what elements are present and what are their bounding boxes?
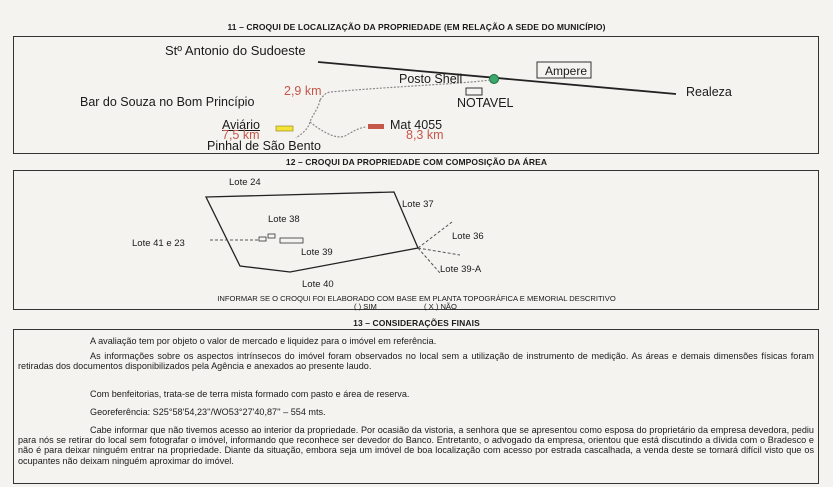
label-st-antonio: Stº Antonio do Sudoeste — [165, 43, 306, 58]
option-nao: ( X ) NÃO — [424, 302, 457, 311]
section-13-title: 13 – CONSIDERAÇÕES FINAIS — [353, 318, 480, 328]
label-lote-39a: Lote 39-A — [440, 264, 482, 275]
label-pinhal: Pinhal de São Bento — [207, 139, 321, 153]
label-lote-24: Lote 24 — [229, 177, 261, 188]
label-ampere: Ampere — [545, 64, 588, 78]
label-dist-8-3: 8,3 km — [406, 128, 444, 142]
paragraph-5: Cabe informar que não tivemos acesso ao interior da propriedade. Por ocasião da vistoria, a senhora que se apresentou como esposa do proprietário da empresa devedora, pediu para nós se retirar do local sem fotografar o imóvel, informando que reconhece ser devedor do Banco. Entretanto, o advogado da empresa, orientou que está discutindo a dívida com o Bradesco e não é para deixar ninguém entrar na propriedade. Diante da situação, embora seja um imóvel de boa localização com acesso por estrada cascalhada, a venda deste se tornará difícil visto que os ocupantes não deixam ninguém aproximar do imóvel. — [18, 425, 814, 466]
label-lote-36: Lote 36 — [452, 231, 484, 242]
label-mat: Mat 4055 — [390, 118, 443, 132]
label-dist-2-9: 2,9 km — [284, 84, 322, 98]
label-lote-40: Lote 40 — [302, 279, 334, 290]
informar-text: INFORMAR SE O CROQUI FOI ELABORADO COM BASE EM PLANTA TOPOGRÁFICA E MEMORIAL DESCRITIVO — [217, 294, 616, 303]
label-lote-41: Lote 41 e 23 — [132, 238, 185, 249]
mat-marker — [368, 124, 384, 129]
notavel-marker — [466, 88, 482, 95]
paragraph-3: Com benfeitorias, trata-se de terra mista formado com pasto e área de reserva. — [90, 389, 410, 399]
road-to-mat — [310, 122, 366, 137]
paragraph-1: A avaliação tem por objeto o valor de mercado e liquidez para o imóvel em referência. — [90, 336, 437, 346]
road-to-aviario — [296, 100, 320, 138]
label-realeza: Realeza — [686, 85, 732, 99]
aviario-marker — [276, 126, 293, 131]
label-dist-7-5: 7,5 km — [222, 128, 260, 142]
label-lote-38: Lote 38 — [268, 214, 300, 225]
label-posto-shell: Posto Shell — [399, 72, 463, 86]
label-notavel: NOTAVEL — [457, 96, 514, 110]
label-lote-37: Lote 37 — [402, 199, 434, 210]
paragraph-2: As informações sobre os aspectos intrínsecos do imóvel foram observados no local sem a utilização de instrumento de medição. As áreas e demais dimensões físicas foram retiradas dos documentos disponibilizados pela Agência e anexados ao presente laudo. — [18, 351, 814, 372]
paragraph-4: Georeferência: S25°58'54,23''/WO53°27'40,87'' – 554 mts. — [90, 407, 326, 417]
label-lote-39: Lote 39 — [301, 247, 333, 258]
posto-shell-marker — [490, 75, 499, 84]
section-11-title: 11 – CROQUI DE LOCALIZAÇÃO DA PROPRIEDADE (EM RELAÇÃO A SEDE DO MUNICÍPIO) — [227, 22, 606, 32]
option-sim: ( ) SIM — [354, 302, 377, 311]
label-aviario: Aviário — [222, 118, 260, 132]
section-12-title: 12 – CROQUI DA PROPRIEDADE COM COMPOSIÇÃO DA ÁREA — [285, 157, 548, 167]
label-bar-souza: Bar do Souza no Bom Princípio — [80, 95, 255, 109]
